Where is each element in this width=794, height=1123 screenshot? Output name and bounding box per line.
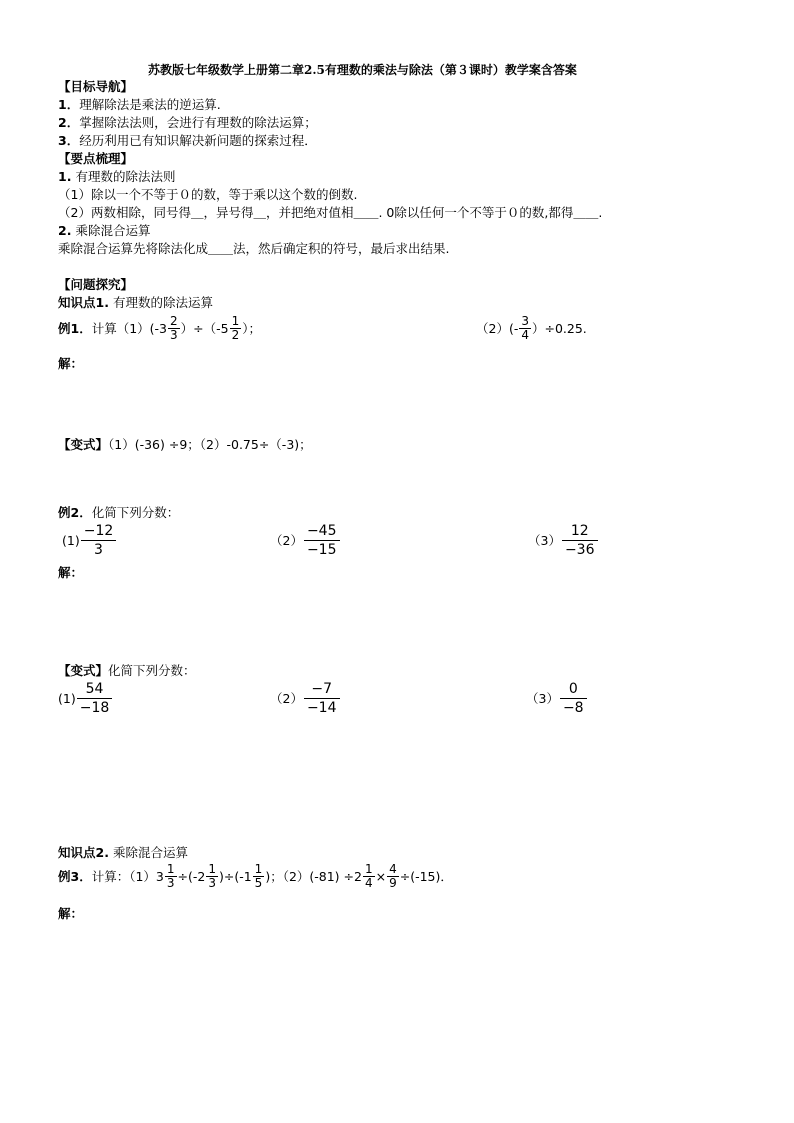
denominator: 3 [166,876,175,890]
numerator: 1 [254,862,263,876]
denominator: 3 [208,876,216,890]
keypoints-heading: 【要点梳理】 [58,151,134,166]
numerator: 3 [521,314,529,328]
example-text: ）÷0.25. [531,320,587,336]
variant-2-item-2 [270,680,341,717]
fraction [168,315,180,342]
fraction [165,863,177,890]
example-text: 化简下列分数： [91,505,180,520]
fraction [206,863,218,890]
numerator: 1 [208,862,216,876]
solution-label: 解： [58,565,84,580]
mixed-number-whole: 3 [155,868,164,884]
example-label: 例1． [58,320,92,336]
numerator: 4 [389,862,397,876]
numerator: −7 [304,680,340,699]
numerator: 54 [77,680,113,699]
knowledge-point-2 [58,845,188,861]
variant-label: 【变式】 [58,437,109,452]
numerator: 2 [170,314,178,328]
division-rule-2: （2）两数相除，同号得＿，异号得＿，并把绝对值相＿＿. 0除以任何一个不等于０的数,都得＿＿. [58,205,603,220]
goal-item-text: 理解除法是乘法的逆运算. [79,97,221,112]
solution-label: 解： [58,356,84,371]
page-title: 苏教版七年级数学上册第二章2.5有理数的乘法与除法（第３课时）教学案含答案 [148,63,577,77]
example-2-item-3 [528,522,599,559]
explore-heading: 【问题探究】 [58,277,134,292]
variant-text: 化简下列分数： [108,663,196,678]
denominator: 3 [94,542,103,558]
example-1-part-2 [476,315,587,342]
example-label: 例3． [58,868,92,884]
numerator: −45 [304,522,340,541]
fraction [387,863,399,890]
numerator: 0 [560,680,587,699]
fraction [363,863,375,890]
example-text: ）÷（-5 [180,320,229,336]
example-label: 例2． [58,505,92,520]
fraction [77,680,113,717]
variant-2-item-1 [58,680,113,717]
times-sign: × [375,868,387,884]
denominator: −14 [306,700,337,716]
keypoint-number: 2. [58,223,72,238]
variant-2 [58,663,196,679]
numerator: −12 [81,522,117,541]
example-2-item-1 [62,522,117,559]
example-text: ）； [242,320,261,336]
item-tag: (1) [62,532,80,548]
knowledge-point-title: 有理数的除法运算 [112,295,213,310]
mixed-number-text: -3 [154,320,168,336]
goal-item-text: 掌握除法法则，会进行有理数的除法运算； [79,115,317,130]
fraction [562,522,598,559]
fraction [230,315,242,342]
variant-1 [58,437,312,453]
item-tag: （2） [270,690,303,706]
knowledge-point-title: 乘除混合运算 [112,845,188,860]
fraction [519,315,531,342]
denominator: 4 [521,328,529,342]
denominator: 3 [170,328,178,342]
variant-text: （1）(-36) ÷9；（2）-0.75÷（-3)； [108,437,312,452]
item-tag: （3） [526,690,559,706]
example-text: （2）(- [476,320,519,336]
item-tag: (1) [58,690,76,706]
mixed-operation-rule: 乘除混合运算先将除法化成＿＿法，然后确定积的符号，最后求出结果. [58,241,450,256]
example-text: )÷(-1 [218,868,252,884]
example-text: 计算（1）( [91,320,155,336]
knowledge-point-1 [58,295,213,311]
example-text: )；（2）(-81) ÷2 [265,868,362,884]
item-tag: （3） [528,532,561,548]
solution-label: 解： [58,906,84,921]
goals-heading: 【目标导航】 [58,79,134,94]
keypoint-number: 1. [58,169,72,184]
example-2 [58,505,179,521]
goal-item-number: 1． [58,97,80,112]
numerator: 12 [562,522,598,541]
fraction [304,680,340,717]
keypoint-text: 乘除混合运算 [75,223,151,238]
goal-item-number: 3． [58,133,80,148]
item-tag: （2） [270,532,303,548]
example-text: ÷(-15)． [399,868,453,884]
denominator: −8 [562,700,584,716]
denominator: −36 [564,542,595,558]
example-text: 计算：（1） [91,868,156,884]
fraction [253,863,265,890]
denominator: −15 [306,542,337,558]
denominator: −18 [79,700,110,716]
fraction [81,522,117,559]
example-2-item-2 [270,522,341,559]
goal-item-text: 经历利用已有知识解决新问题的探索过程． [79,133,317,148]
denominator: 9 [389,876,397,890]
numerator: 1 [166,862,175,876]
example-text: ÷(-2 [177,868,206,884]
example-1 [58,315,261,342]
numerator: 1 [364,862,373,876]
keypoint-1-title [58,169,175,185]
goal-item-3 [58,133,317,149]
numerator: 1 [231,314,240,328]
goal-item-number: 2． [58,115,80,130]
fraction [304,522,340,559]
keypoint-text: 有理数的除法法则 [75,169,176,184]
knowledge-point-label: 知识点1. [58,295,109,310]
denominator: 2 [231,328,240,342]
fraction [560,680,587,717]
denominator: 5 [254,876,263,890]
goal-item-1 [58,97,221,113]
denominator: 4 [364,876,373,890]
keypoint-2-title [58,223,150,239]
division-rule-1: （1）除以一个不等于０的数，等于乘以这个数的倒数. [58,187,358,202]
example-3 [58,863,453,890]
knowledge-point-label: 知识点2. [58,845,109,860]
goal-item-2 [58,115,317,131]
variant-2-item-3 [526,680,588,717]
variant-label: 【变式】 [58,663,109,678]
